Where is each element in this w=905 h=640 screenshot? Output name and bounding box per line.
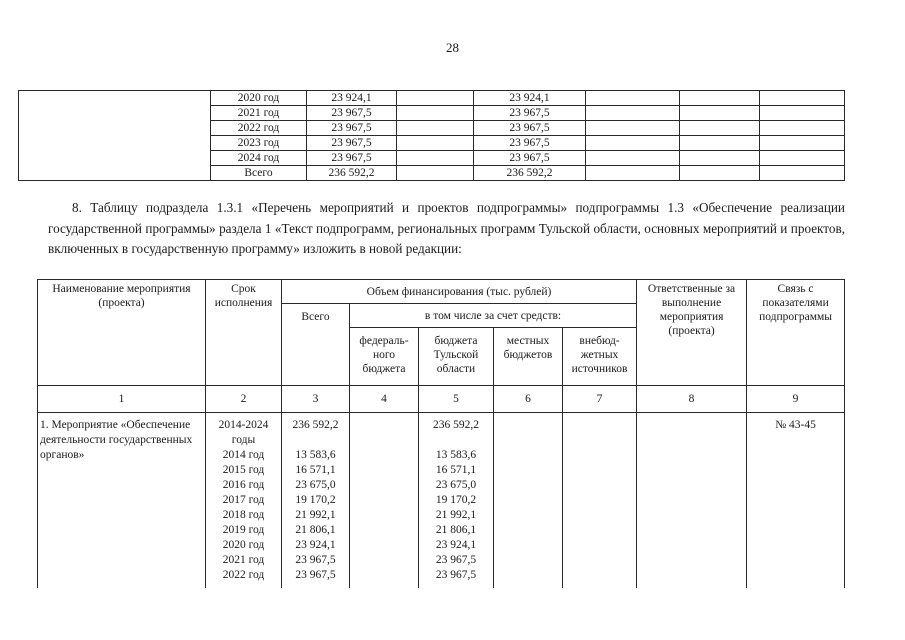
continuation-table xyxy=(18,90,845,181)
header-federal: федераль-ного бюджета xyxy=(350,328,419,386)
total-cell: 23 967,5 xyxy=(307,151,397,166)
header-volume: Объем финансирования (тыс. рублей) xyxy=(282,280,637,304)
column-number: 5 xyxy=(419,386,494,413)
column-number: 6 xyxy=(494,386,563,413)
year-total: 23 967,5 xyxy=(295,569,336,581)
regional-cell: 23 967,5 xyxy=(474,151,586,166)
local-cell xyxy=(586,136,680,151)
local-cell xyxy=(586,166,680,181)
extrabudget-cell xyxy=(680,166,760,181)
local-cell xyxy=(586,151,680,166)
federal-cell xyxy=(397,91,474,106)
federal-cell xyxy=(397,166,474,181)
link-cell xyxy=(760,136,845,151)
regional-cell: 23 967,5 xyxy=(474,136,586,151)
column-number: 9 xyxy=(747,386,845,413)
year-total: 13 583,6 xyxy=(295,449,336,461)
header-regional: бюджета Тульской области xyxy=(419,328,494,386)
federal-cell xyxy=(397,136,474,151)
column-number: 1 xyxy=(38,386,206,413)
year-regional: 21 992,1 xyxy=(435,509,477,521)
link-cell xyxy=(760,91,845,106)
regional-cell: 23 967,5 xyxy=(474,121,586,136)
page-number: 28 xyxy=(446,40,459,55)
regional-cell xyxy=(419,413,494,588)
year-regional: 19 170,2 xyxy=(435,494,477,506)
year-total: 21 992,1 xyxy=(295,509,336,521)
year-total: 19 170,2 xyxy=(295,494,336,506)
header-total: Всего xyxy=(282,304,350,386)
link-cell xyxy=(760,121,845,136)
link-cell xyxy=(760,166,845,181)
extrabudget-cell xyxy=(680,91,760,106)
responsible-cell xyxy=(637,413,747,588)
federal-cell xyxy=(397,151,474,166)
year-regional: 13 583,6 xyxy=(435,449,477,461)
local-cell xyxy=(586,91,680,106)
year-cell: 2022 год xyxy=(211,121,307,136)
total-cell: 23 967,5 xyxy=(307,106,397,121)
year-label: 2015 год xyxy=(222,464,265,476)
year-regional: 23 924,1 xyxy=(435,539,477,551)
total-cell: 236 592,2 xyxy=(307,166,397,181)
year-cell: 2024 год xyxy=(211,151,307,166)
column-number: 2 xyxy=(206,386,282,413)
year-regional: 23 967,5 xyxy=(435,569,477,581)
period-label: 2014-2024 годы xyxy=(218,419,269,446)
column-number: 3 xyxy=(282,386,350,413)
year-label: 2022 год xyxy=(222,569,265,581)
years-cell xyxy=(206,413,282,588)
year-regional: 23 967,5 xyxy=(435,554,477,566)
year-regional: 21 806,1 xyxy=(435,524,477,536)
local-cell xyxy=(494,413,563,588)
header-name: Наименование мероприятия (проекта) xyxy=(38,280,206,386)
regional-cell: 23 924,1 xyxy=(474,91,586,106)
column-number: 4 xyxy=(350,386,419,413)
total-cell: 23 967,5 xyxy=(307,136,397,151)
regional-cell: 23 967,5 xyxy=(474,106,586,121)
period-total: 236 592,2 xyxy=(292,419,339,431)
blank-name-cell xyxy=(19,91,211,181)
year-label: 2017 год xyxy=(222,494,265,506)
extrabudget-cell xyxy=(563,413,637,588)
measures-table xyxy=(37,279,845,588)
federal-cell xyxy=(397,121,474,136)
extrabudget-cell xyxy=(680,151,760,166)
year-label: 2018 год xyxy=(222,509,265,521)
year-label: 2014 год xyxy=(222,449,265,461)
year-total: 23 924,1 xyxy=(295,539,336,551)
year-total: 23 675,0 xyxy=(295,479,336,491)
column-number: 8 xyxy=(637,386,747,413)
extrabudget-cell xyxy=(680,106,760,121)
measure-name: 1. Мероприятие «Обеспечение деятельности государственных органов» xyxy=(38,413,206,588)
local-cell xyxy=(586,121,680,136)
regional-cell: 236 592,2 xyxy=(474,166,586,181)
header-extrabudget: внебюд-жетных источников xyxy=(563,328,637,386)
total-cell: 23 967,5 xyxy=(307,121,397,136)
header-local: местных бюджетов xyxy=(494,328,563,386)
year-regional: 23 675,0 xyxy=(435,479,477,491)
total-cell xyxy=(282,413,350,588)
total-cell: 23 924,1 xyxy=(307,91,397,106)
header-link: Связь с показателями подпрограммы xyxy=(747,280,845,386)
year-label: 2021 год xyxy=(222,554,265,566)
link-cell xyxy=(760,106,845,121)
link-cell xyxy=(760,151,845,166)
local-cell xyxy=(586,106,680,121)
continuation-row xyxy=(19,91,845,106)
year-cell: 2023 год xyxy=(211,136,307,151)
amendment-text: 8. Таблицу подраздела 1.3.1 «Перечень мероприятий и проектов подпрограммы» подпрограммы 1.3 «Обеспечение реализации государственной программы» раздела 1 «Текст подпрограмм, региональных программ Тульской области, основных мероприятий и проектов, включенных в государственную программу» изложить в новой редакции: xyxy=(48,200,845,256)
link-cell: № 43-45 xyxy=(747,413,845,588)
year-cell: 2020 год xyxy=(211,91,307,106)
column-number: 7 xyxy=(563,386,637,413)
header-including: в том числе за счет средств: xyxy=(350,304,637,328)
year-cell: Всего xyxy=(211,166,307,181)
year-total: 23 967,5 xyxy=(295,554,336,566)
year-total: 21 806,1 xyxy=(295,524,336,536)
year-label: 2016 год xyxy=(222,479,265,491)
amendment-paragraph xyxy=(48,198,845,260)
header-responsible: Ответственные за выполнение мероприятия (проекта) xyxy=(637,280,747,386)
year-cell: 2021 год xyxy=(211,106,307,121)
extrabudget-cell xyxy=(680,136,760,151)
header-term: Срок исполнения xyxy=(206,280,282,386)
year-label: 2019 год xyxy=(222,524,265,536)
year-regional: 16 571,1 xyxy=(435,464,477,476)
year-total: 16 571,1 xyxy=(295,464,336,476)
year-label: 2020 год xyxy=(222,539,265,551)
period-regional: 236 592,2 xyxy=(433,419,479,431)
federal-cell xyxy=(350,413,419,588)
federal-cell xyxy=(397,106,474,121)
extrabudget-cell xyxy=(680,121,760,136)
